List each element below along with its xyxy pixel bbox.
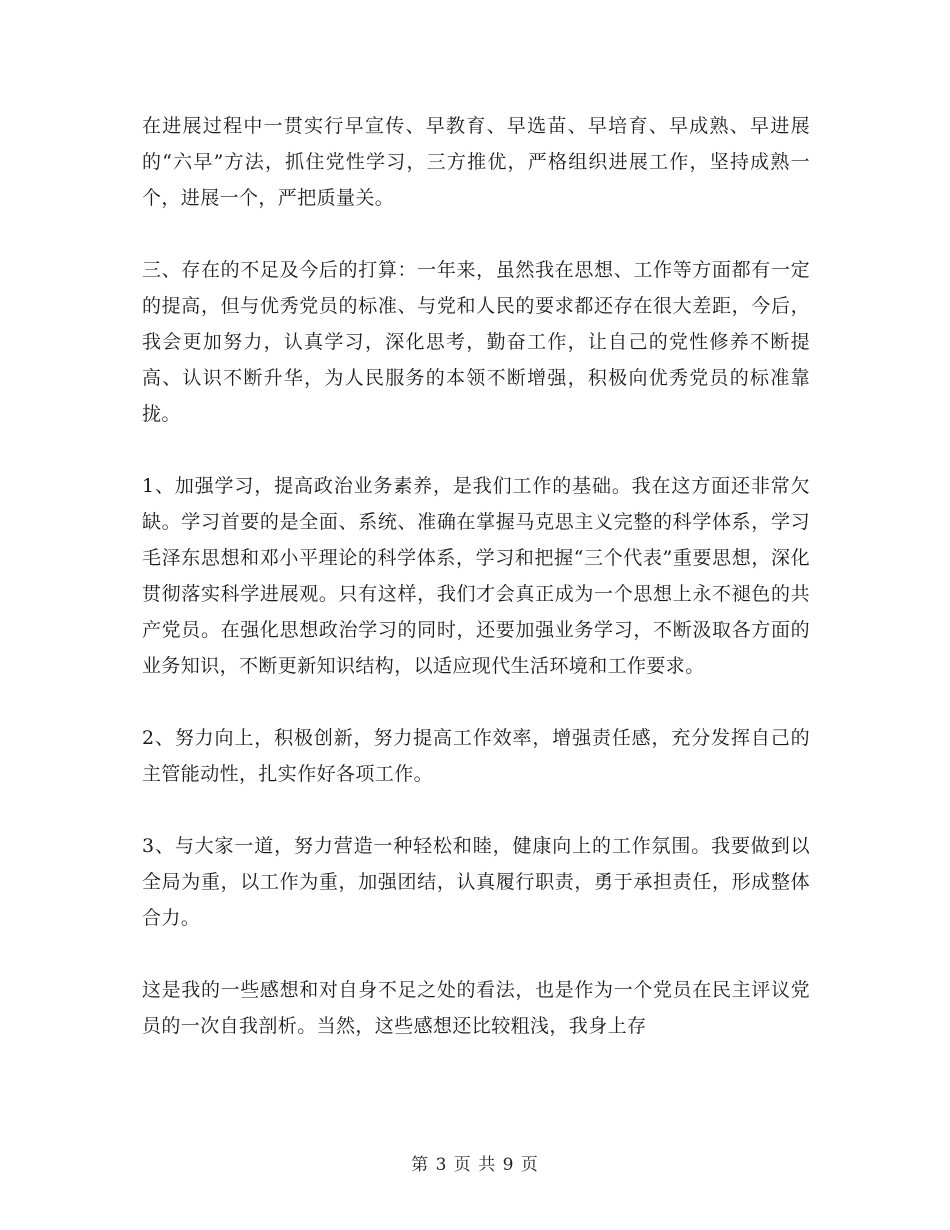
paragraph-shortcomings-plan: 三、存在的不足及今后的打算：一年来，虽然我在思想、工作等方面都有一定的提高，但与优秀党员的标准、与党和人民的要求都还存在很大差距，今后，我会更加努力，认真学习，深化思考，勤奋工作，让自己的党性修养不断提高、认识不断升华，为人民服务的本领不断增强，积极向优秀党员的标准靠拢。 — [142, 259, 810, 425]
paragraph-point-3-teamwork: 3、与大家一道，努力营造一种轻松和睦，健康向上的工作氛围。我要做到以全局为重，以工作为重，加强团结，认真履行职责，勇于承担责任，形成整体合力。 — [142, 835, 810, 929]
paragraph-self-analysis: 这是我的一些感想和对自身不足之处的看法，也是作为一个党员在民主评议党员的一次自我剖析。当然，这些感想还比较粗浅，我身上存 — [142, 979, 810, 1037]
page-number-footer: 第 3 页 共 9 页 — [411, 1155, 539, 1175]
paragraph-point-1-study: 1、加强学习，提高政治业务素养，是我们工作的基础。我在这方面还非常欠缺。学习首要的是全面、系统、准确在掌握马克思主义完整的科学体系，学习毛泽东思想和邓小平理论的科学体系，学习和把握“三个代表”重要思想，深化贯彻落实科学进展观。只有这样，我们才会真正成为一个思想上永不褪色的共产党员。在强化思想政治学习的同时，还要加强业务学习，不断汲取各方面的业务知识，不断更新知识结构，以适应现代生活环境和工作要求。 — [142, 475, 810, 677]
paragraph-recruitment-method: 在进展过程中一贯实行早宣传、早教育、早选苗、早培育、早成熟、早进展的“六早”方法，抓住党性学习，三方推优，严格组织进展工作，坚持成熟一个，进展一个，严把质量关。 — [142, 115, 810, 209]
paragraph-point-2-innovation: 2、努力向上，积极创新，努力提高工作效率，增强责任感，充分发挥自己的主管能动性，扎实作好各项工作。 — [142, 727, 810, 785]
document-body — [142, 108, 810, 1080]
